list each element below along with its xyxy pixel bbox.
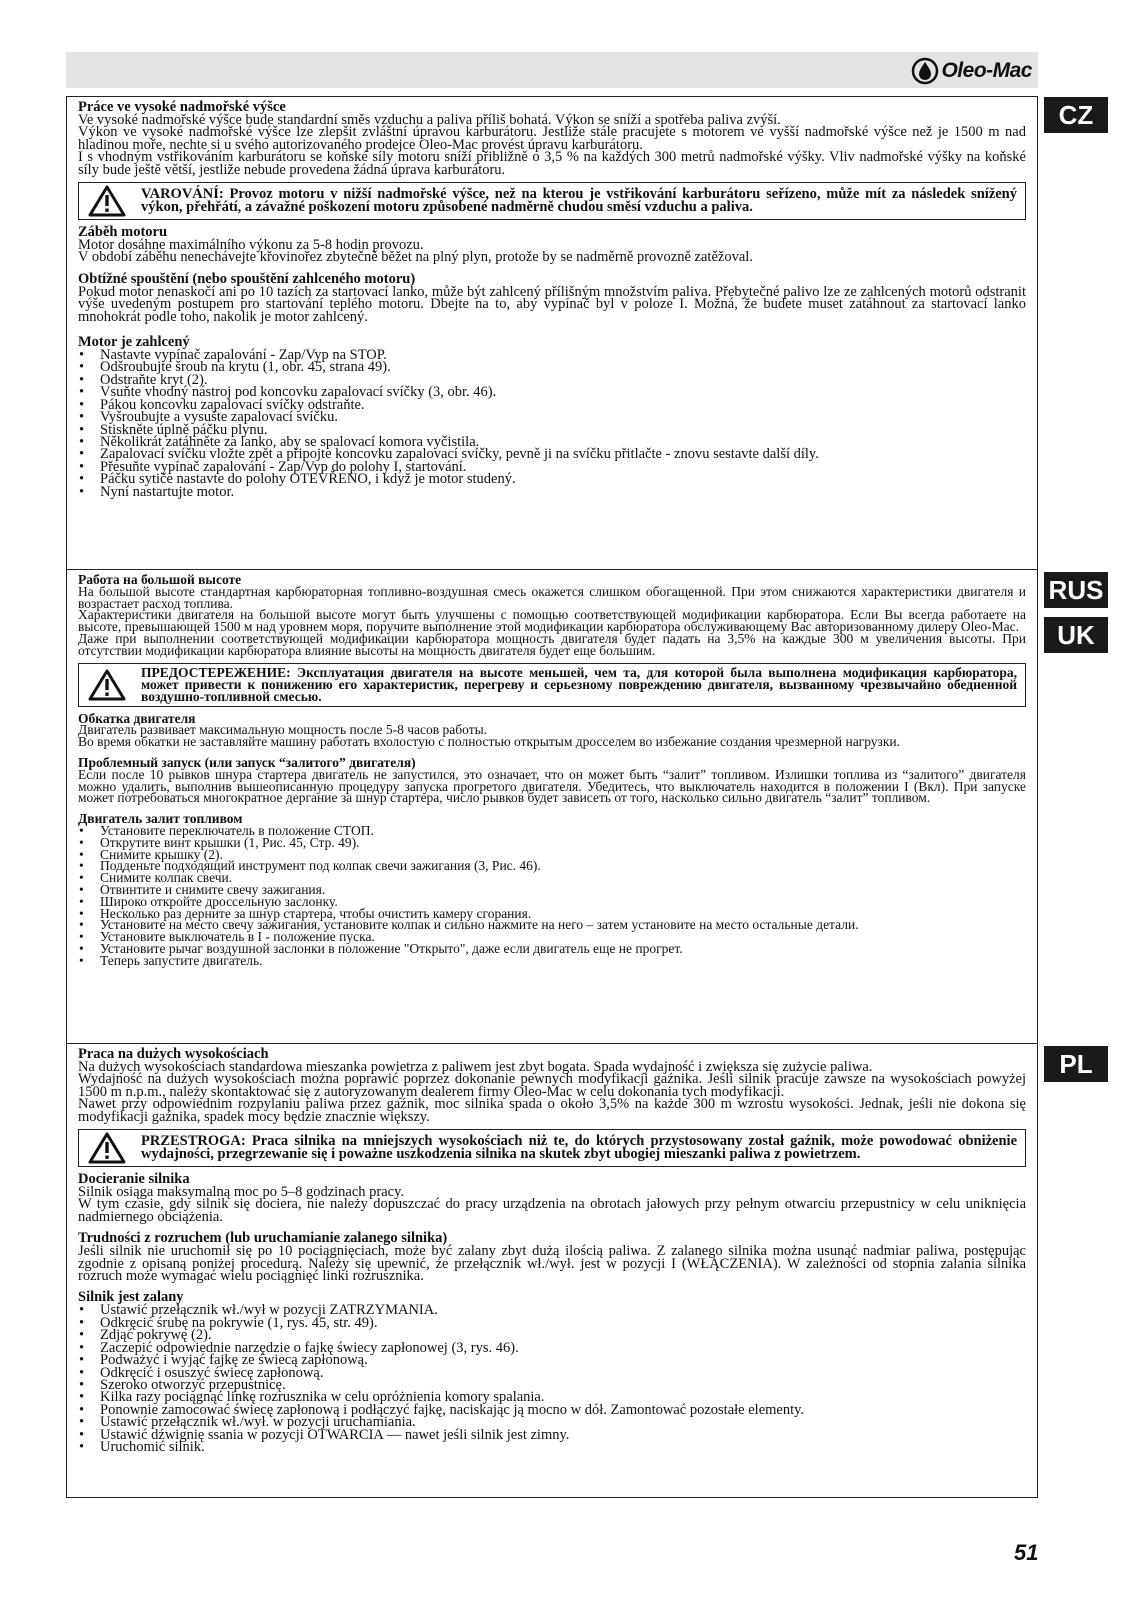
paragraph: Двигатель развивает максимальную мощность после 5-8 часов работы.	[78, 722, 488, 738]
heading-flooded-engine: Motor je zahlcený	[78, 334, 190, 351]
paragraph: Wydajność na dużych wysokościach można poprawić poprzez dokonanie pewnych modyfikacji gaźnika. Jeśli silnik pracuje zawsze na wysokościach powyżej 1500 m n.p.m., należy skontaktować się z autoryzowanym dealerem firmy Oleo-Mac w celu dokonania tych modyfikacji.	[78, 1071, 1026, 1100]
procedure-list	[78, 349, 1026, 498]
list-item: • Установите рычаг воздушной заслонки в положение "Открыто", даже если двигатель еще не прогрет.	[78, 943, 1026, 955]
list-item: • Odstraňte kryt (2).	[78, 374, 1026, 386]
list-item: • Установите переключатель в положение СТОП.	[78, 825, 1026, 837]
paragraph: Во время обкатки не заставляйте машину работать вхолостую с полностью открытым дросселем во избежание создания чрезмерной нагрузки.	[78, 734, 901, 750]
list-item: • Uruchomić silnik.	[78, 1441, 1026, 1453]
paragraph: Даже при выполнении соответствующей модификации карбюратора мощность двигателя будет падать на 3,5% на каждые 300 м увеличения высоты. При отсутствии модификации карбюратора влияние высоты на мощность двигателя будет еще большим.	[78, 630, 1026, 658]
paragraph: Na dużych wysokościach standardowa mieszanka powietrza z paliwem jest zbyt bogata. Spada wydajność i zwiększa się zużycie paliwa.	[78, 1059, 873, 1075]
list-item: • Открутите винт крышки (1, Рис. 45, Стр. 49).	[78, 837, 1026, 849]
paragraph: Если после 10 рывков шнура стартера двигатель не запустился, это означает, что он может быть “залит” топливом. Излишки топлива из “залитого” двигателя можно удалить, выполнив вышеописанную процедуру запуска прогретого двигателя. Убедитесь, что выключатель находится в положении I (Вкл). При запуске может потребоваться многократное дергание за шнур стартера, число рывков будет зависеть от того, насколько сильно двигатель “залит” топливом.	[78, 766, 1026, 806]
warning-box	[78, 663, 1026, 707]
warning-triangle-icon	[79, 185, 135, 217]
list-item: • Несколько раз дерните за шнур стартера, чтобы очистить камеру сгорания.	[78, 908, 1026, 920]
heading-flooded-engine: Silnik jest zalany	[78, 1289, 184, 1306]
paragraph: Silnik osiąga maksymalną moc po 5–8 godzinach pracy.	[78, 1184, 405, 1201]
paragraph: Nawet przy odpowiednim rozpylaniu paliwa przez gaźnik, moc silnika spada o około 3,5% na każde 300 m wzrostu wysokości. Jednak, jeśli nie dokona się modyfikacji gaźnika, spadek mocy będzie znacznie większy.	[78, 1096, 1026, 1125]
list-item: • Ponownie zamocować świecę zapłonową i podłączyć fajkę, naciskając ją mocno w dół. Zamontować pozostałe elementy.	[78, 1404, 1026, 1416]
oleo-mac-drop-icon	[911, 57, 939, 85]
language-tab-pl: PL	[1044, 1046, 1108, 1082]
list-item: • Широко откройте дроссельную заслонку.	[78, 896, 1026, 908]
paragraph: Jeśli silnik nie uruchomił się po 10 pociągnięciach, może być zalany zbyt dużą ilością paliwa. Z zalanego silnika można usunąć nadmiar paliwa, postępując zgodnie z opisaną poniżej procedurą. Należy się upewnić, że przełącznik wł./wył. jest w pozycji I (WŁĄCZENIA). W zależności od stopnia zalania silnika rozruch może wymagać wielu pociągnięć linki rozrusznika.	[78, 1243, 1026, 1285]
heading-break-in: Обкатка двигателя	[78, 710, 196, 726]
list-item: • Снимите крышку (2).	[78, 849, 1026, 861]
heading-flooded-engine: Двигатель залит топливом	[78, 811, 243, 827]
list-item: • Установите выключатель в I - положение пуска.	[78, 931, 1026, 943]
list-item: • Vyšroubujte a vysušte zapalovací svíčku.	[78, 411, 1026, 423]
list-item: • Zapalovací svíčku vložte zpět a připojte koncovku zapalovací svíčky, pevně ji na svíčku přitlačte - znovu sestavte další díly.	[78, 448, 1026, 460]
section-polish	[67, 1043, 1037, 1499]
list-item: • Páčku sytiče nastavte do polohy OTEVŘENO, i když je motor studený.	[78, 473, 1026, 485]
paragraph: Характеристики двигателя на большой высоте могут быть улучшены с помощью соответствующей модификации карбюратора. Если Вы всегда работаете на высоте, превышающей 1500 м над уровнем моря, поручите выполнение этой модификации карбюратора обслуживающему Вас авторизованному дилеру Oleo-Mac.	[78, 607, 1026, 635]
list-item: • Теперь запустите двигатель.	[78, 955, 1026, 967]
list-item: • Zaczepić odpowiednie narzędzie o fajkę świecy zapłonowej (3, rys. 46).	[78, 1342, 1026, 1354]
language-tab-cz: CZ	[1044, 97, 1108, 133]
list-item: • Kilka razy pociągnąć linkę rozrusznika w celu opróżnienia komory spalania.	[78, 1391, 1026, 1403]
warning-text: ПРЕДОСТЕРЕЖЕНИЕ: Эксплуатация двигателя на высоте меньшей, чем та, для которой была выполнена модификация карбюратора, может привести к понижению его характеристик, перегреву и серьезному повреждению двигателя, вызванному чрезвычайно обедненной воздушно-топливной смесью.	[141, 664, 1017, 704]
list-item: • Установите на место свечу зажигания, установите колпак и сильно нажмите на него – затем установите на место остальные детали.	[78, 919, 1026, 931]
list-item: • Stiskněte úplně páčku plynu.	[78, 424, 1026, 436]
list-item: • Снимите колпак свечи.	[78, 872, 1026, 884]
warning-text: VAROVÁNÍ: Provoz motoru v nižší nadmořské výšce, než na kterou je vstřikování karburátoru seřízeno, může mít za následek snížený výkon, přehřátí, a závažné poškození motoru způsobené nadměrně chudou směsí vzduchu a paliva.	[141, 186, 1017, 216]
list-item: • Szeroko otworzyć przepustnicę.	[78, 1379, 1026, 1391]
list-item: • Několikrát zatáhněte za lanko, aby se spalovací komora vyčistila.	[78, 436, 1026, 448]
list-item: • Pákou koncovku zapalovací svíčky odstraňte.	[78, 399, 1026, 411]
page-number: 51	[1014, 1540, 1039, 1565]
warning-box	[78, 182, 1026, 220]
list-item: • Odšroubujte šroub na krytu (1, obr. 45, strana 49).	[78, 361, 1026, 373]
manual-content	[66, 96, 1038, 1498]
section-russian	[67, 569, 1037, 1043]
heading-high-altitude: Работа на большой высоте	[78, 572, 242, 587]
paragraph: На большой высоте стандартная карбюраторная топливно-воздушная смесь окажется слишком обогащенной. При этом снижаются характеристики двигателя и возрастает расход топлива.	[78, 583, 1026, 611]
header-bar	[66, 52, 1038, 88]
paragraph: Pokud motor nenaskočí ani po 10 tazích za startovací lanko, může být zahlcený přílišným množstvím paliva. Přebytečné palivo lze ze zahlcených motorů odstranit výše uvedeným postupem pro startování teplého motoru. Dbejte na to, aby vypínač byl v poloze I. Možná, že budete muset zatáhnout za startovací lanko mnohokrát podle toho, nakolik je motor zahlcený.	[78, 283, 1026, 325]
list-item: • Ustawić przełącznik wł./wył w pozycji ZATRZYMANIA.	[78, 1304, 1026, 1316]
list-item: • Podważyć i wyjąć fajkę ze świecą zapłonową.	[78, 1354, 1026, 1366]
heading-break-in: Záběh motoru	[78, 224, 168, 241]
list-item: • Vsuňte vhodný nástroj pod koncovku zapalovací svíčky (3, obr. 46).	[78, 386, 1026, 398]
list-item: • Odkręcić śrubę na pokrywie (1, rys. 45, str. 49).	[78, 1317, 1026, 1329]
brand-logo	[911, 57, 1032, 85]
procedure-list	[78, 822, 1026, 968]
paragraph: Výkon ve vysoké nadmořské výšce lze zlepšit zvláštní úpravou karburátoru. Jestliže stále pracujete s motorem ve vyšší nadmořské výšce než je 1500 m nad hladinou moře, nechte si u svého autorizovaného prodejce Oleo-Mac provést úpravu karburátoru.	[78, 124, 1026, 153]
warning-box	[78, 1129, 1026, 1167]
procedure-list	[78, 1304, 1026, 1453]
list-item: • Odkręcić i osuszyć świecę zapłonową.	[78, 1367, 1026, 1379]
language-tab-uk: UK	[1044, 617, 1108, 653]
list-item: • Отвинтите и снимите свечу зажигания.	[78, 884, 1026, 896]
heading-high-altitude: Praca na dużych wysokościach	[78, 1046, 269, 1062]
paragraph: Ve vysoké nadmořské výšce bude standardní směs vzduchu a paliva příliš bohatá. Výkon se sníží a spotřeba paliva zvýší.	[78, 112, 781, 128]
logo-text: Oleo-Mac	[941, 59, 1032, 82]
list-item: • Подденьте подходящий инструмент под колпак свечи зажигания (3, Рис. 46).	[78, 860, 1026, 872]
warning-triangle-icon	[79, 1132, 135, 1164]
list-item: • Přesuňte vypínač zapalování - Zap/Vyp do polohy I, startování.	[78, 461, 1026, 473]
section-czech	[67, 97, 1037, 569]
paragraph: W tym czasie, gdy silnik się dociera, nie należy dopuszczać do pracy urządzenia na obrotach jałowych przy pełnym otwarciu przepustnicy w celu uniknięcia nadmiernego obciążenia.	[78, 1196, 1026, 1225]
heading-difficult-start: Obtížné spouštění (nebo spouštění zahlceného motoru)	[78, 270, 416, 287]
heading-break-in: Docieranie silnika	[78, 1171, 190, 1188]
heading-difficult-start: Trudności z rozruchem (lub uruchamianie zalanego silnika)	[78, 1230, 448, 1247]
paragraph: I s vhodným vstřikováním karburátoru se koňské síly motoru sníží přibližně o 3,5 % na každých 300 metrů nadmořské výšky. Vliv nadmořské výšky na koňské síly bude ještě větší, jestliže nebude provedena žádná úprava karburátoru.	[78, 149, 1026, 178]
warning-triangle-icon	[79, 669, 135, 701]
list-item: • Nastavte vypínač zapalování - Zap/Vyp na STOP.	[78, 349, 1026, 361]
heading-difficult-start: Проблемный запуск (или запуск “залитого” двигателя)	[78, 754, 416, 770]
list-item: • Zdjąć pokrywę (2).	[78, 1329, 1026, 1341]
language-tab-rus: RUS	[1044, 572, 1108, 608]
list-item: • Nyní nastartujte motor.	[78, 486, 1026, 498]
paragraph: Motor dosáhne maximálního výkonu za 5-8 hodin provozu.	[78, 237, 424, 254]
heading-high-altitude: Práce ve vysoké nadmořské výšce	[78, 99, 286, 115]
list-item: • Ustawić przełącznik wł./wył. w pozycji uruchamiania.	[78, 1416, 1026, 1428]
list-item: • Ustawić dźwignię ssania w pozycji OTWARCIA — nawet jeśli silnik jest zimny.	[78, 1429, 1026, 1441]
paragraph: V období záběhu nenechávejte křovinořez zbytečně běžet na plný plyn, protože by se nadměrně provozně zatěžoval.	[78, 249, 753, 266]
warning-text: PRZESTROGA: Praca silnika na mniejszych wysokościach niż te, do których przystosowany został gaźnik, może powodować obniżenie wydajności, przegrzewanie się i poważne uszkodzenia silnika na skutek zbyt ubogiej mieszanki paliwa z powietrzem.	[141, 1133, 1017, 1163]
